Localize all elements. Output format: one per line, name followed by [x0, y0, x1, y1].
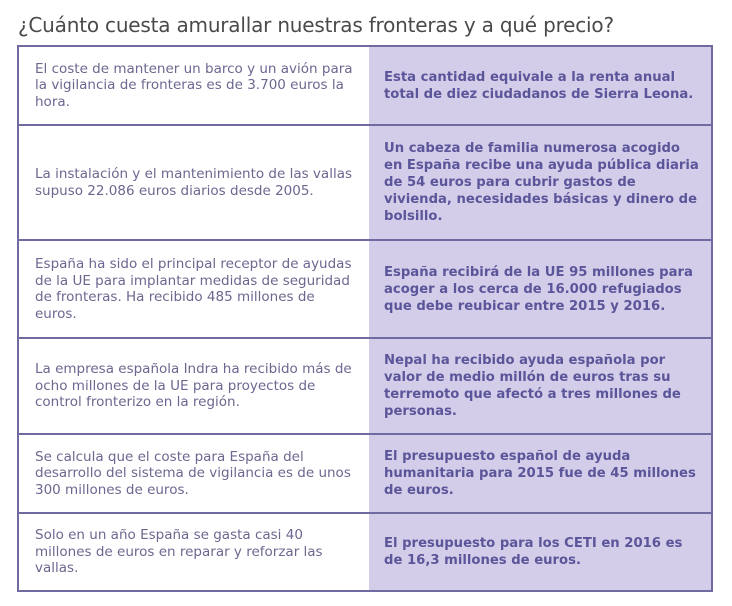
equivalent-cell: Un cabeza de familia numerosa acogido en España recibe una ayuda pública diaria de 54 euros para cubrir gastos de vivienda, necesidades básicas y dinero de bolsillo.: [369, 126, 711, 239]
cost-cell: Solo en un año España se gasta casi 40 millones de euros en reparar y reforzar las vallas.: [19, 514, 369, 590]
comparison-table: [17, 45, 713, 592]
cost-cell: Se calcula que el coste para España del desarrollo del sistema de vigilancia es de unos 300 millones de euros.: [19, 435, 369, 512]
equivalent-cell: Esta cantidad equivale a la renta anual total de diez ciudadanos de Sierra Leona.: [369, 47, 711, 124]
cost-cell: La empresa española Indra ha recibido más de ocho millones de la UE para proyectos de control fronterizo en la región.: [19, 339, 369, 433]
table-row: [19, 514, 711, 590]
table-row: [19, 241, 711, 339]
table-row: [19, 126, 711, 241]
equivalent-cell: El presupuesto para los CETI en 2016 es de 16,3 millones de euros.: [369, 514, 711, 590]
equivalent-cell: España recibirá de la UE 95 millones para acoger a los cerca de 16.000 refugiados que debe reubicar entre 2015 y 2016.: [369, 241, 711, 337]
cost-cell: El coste de mantener un barco y un avión para la vigilancia de fronteras es de 3.700 euros la hora.: [19, 47, 369, 124]
table-row: [19, 435, 711, 514]
table-row: [19, 339, 711, 435]
cost-cell: España ha sido el principal receptor de ayudas de la UE para implantar medidas de seguridad de fronteras. Ha recibido 485 millones de euros.: [19, 241, 369, 337]
table-row: [19, 47, 711, 126]
cost-cell: La instalación y el mantenimiento de las vallas supuso 22.086 euros diarios desde 2005.: [19, 126, 369, 239]
page-title: ¿Cuánto cuesta amurallar nuestras fronteras y a qué precio?: [18, 13, 614, 37]
equivalent-cell: El presupuesto español de ayuda humanitaria para 2015 fue de 45 millones de euros.: [369, 435, 711, 512]
equivalent-cell: Nepal ha recibido ayuda española por valor de medio millón de euros tras su terremoto que afectó a tres millones de personas.: [369, 339, 711, 433]
